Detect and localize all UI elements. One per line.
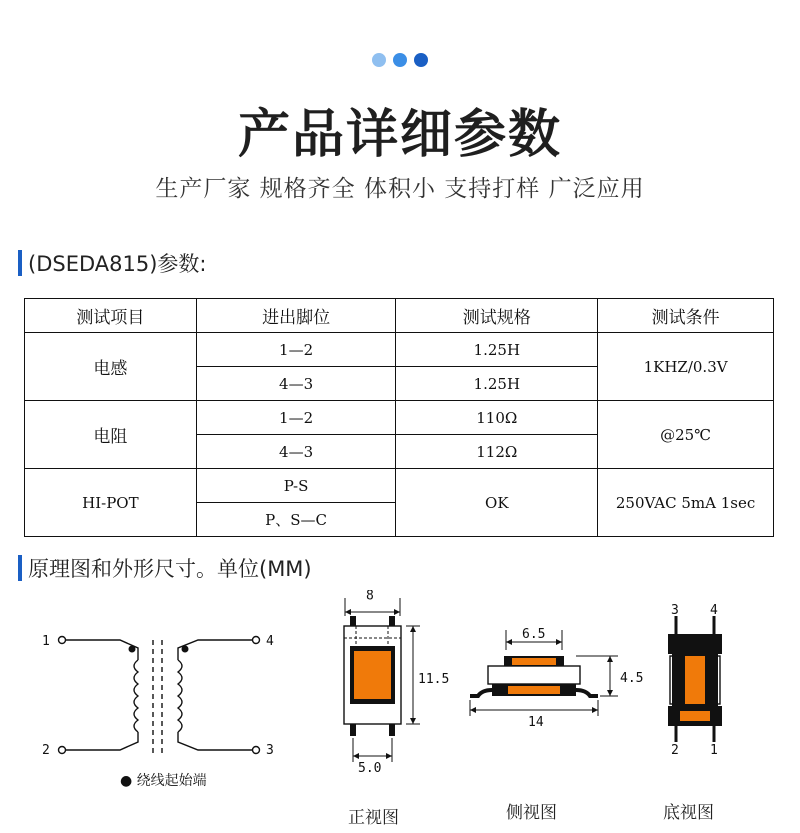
pin-1-terminal xyxy=(59,637,66,644)
decorative-dots xyxy=(0,53,800,67)
bottom-pin-2-label: 2 xyxy=(671,743,679,758)
cell-spec: 112Ω xyxy=(396,435,598,469)
section-params-heading xyxy=(18,248,206,278)
front-width-label: 8 xyxy=(366,590,374,604)
primary-lead-bottom xyxy=(66,732,138,750)
header-condition: 测试条件 xyxy=(598,299,774,333)
dot-light xyxy=(372,53,386,67)
dot-secondary-start xyxy=(182,646,189,653)
bottom-view-drawing xyxy=(668,616,722,742)
cell-item-resistance: 电阻 xyxy=(25,401,197,469)
table-row xyxy=(25,401,774,435)
dot-dark xyxy=(414,53,428,67)
page-title: 产品详细参数 xyxy=(237,105,562,165)
front-view-drawing xyxy=(344,598,420,762)
side-view-label: 侧视图 xyxy=(506,803,557,823)
schematic-pin-1-label: 1 xyxy=(42,634,50,649)
secondary-lead-bottom xyxy=(178,732,252,750)
winding-start-legend: ● 绕线起始端 xyxy=(120,773,207,789)
section-params-label: (DSEDA815)参数: xyxy=(28,252,207,276)
header-pins: 进出脚位 xyxy=(196,299,396,333)
cell-spec: 110Ω xyxy=(396,401,598,435)
section-bar xyxy=(18,555,22,581)
schematic-pin-3-label: 3 xyxy=(266,743,274,758)
cell-item-hipot: HI-POT xyxy=(25,469,197,537)
cell-pins: 4—3 xyxy=(196,367,396,401)
cell-condition: 250VAC 5mA 1sec xyxy=(598,469,774,537)
primary-coil xyxy=(134,660,138,732)
table-row xyxy=(25,469,774,503)
header-test-item: 测试项目 xyxy=(25,299,197,333)
dot-medium xyxy=(393,53,407,67)
schematic-pin-2-label: 2 xyxy=(42,743,50,758)
bottom-pin-1-label: 1 xyxy=(710,743,718,758)
cell-spec: 1.25H xyxy=(396,367,598,401)
pin-4-terminal xyxy=(253,637,260,644)
pin-2-terminal xyxy=(59,747,66,754)
spec-table xyxy=(24,298,774,537)
front-view-label: 正视图 xyxy=(348,808,399,828)
cell-pins: 1—2 xyxy=(196,401,396,435)
table-header-row xyxy=(25,299,774,333)
bottom-pin-4-label: 4 xyxy=(710,603,718,618)
schematic-pin-4-label: 4 xyxy=(266,634,274,649)
page-subtitle: 生产厂家 规格齐全 体积小 支持打样 广泛应用 xyxy=(155,176,645,202)
primary-lead-top xyxy=(66,640,138,660)
front-height-label: 11.5 xyxy=(418,672,450,687)
side-total-width-label: 14 xyxy=(528,715,544,730)
pin-3-terminal xyxy=(253,747,260,754)
transformer-schematic xyxy=(59,637,260,756)
cell-pins: P-S xyxy=(196,469,396,503)
secondary-lead-top xyxy=(178,640,252,660)
cell-item-inductance: 电感 xyxy=(25,333,197,401)
secondary-coil xyxy=(178,660,182,732)
table-row xyxy=(25,333,774,367)
cell-condition: 1KHZ/0.3V xyxy=(598,333,774,401)
side-top-width-label: 6.5 xyxy=(522,627,546,642)
header-spec: 测试规格 xyxy=(396,299,598,333)
diagram-area xyxy=(0,590,800,833)
section-diagram-label: 原理图和外形尺寸。单位(MM) xyxy=(28,557,312,581)
dot-primary-start xyxy=(129,646,136,653)
cell-spec: OK xyxy=(396,469,598,537)
front-pitch-label: 5.0 xyxy=(358,761,382,776)
bottom-pin-3-label: 3 xyxy=(671,603,679,618)
section-diagram-heading xyxy=(18,553,312,583)
cell-pins: 1—2 xyxy=(196,333,396,367)
cell-pins: P、S—C xyxy=(196,503,396,537)
side-height-label: 4.5 xyxy=(620,671,644,686)
cell-pins: 4—3 xyxy=(196,435,396,469)
cell-condition: @25℃ xyxy=(598,401,774,469)
bottom-view-label: 底视图 xyxy=(663,803,714,823)
side-view-drawing xyxy=(470,630,618,716)
section-bar xyxy=(18,250,22,276)
cell-spec: 1.25H xyxy=(396,333,598,367)
